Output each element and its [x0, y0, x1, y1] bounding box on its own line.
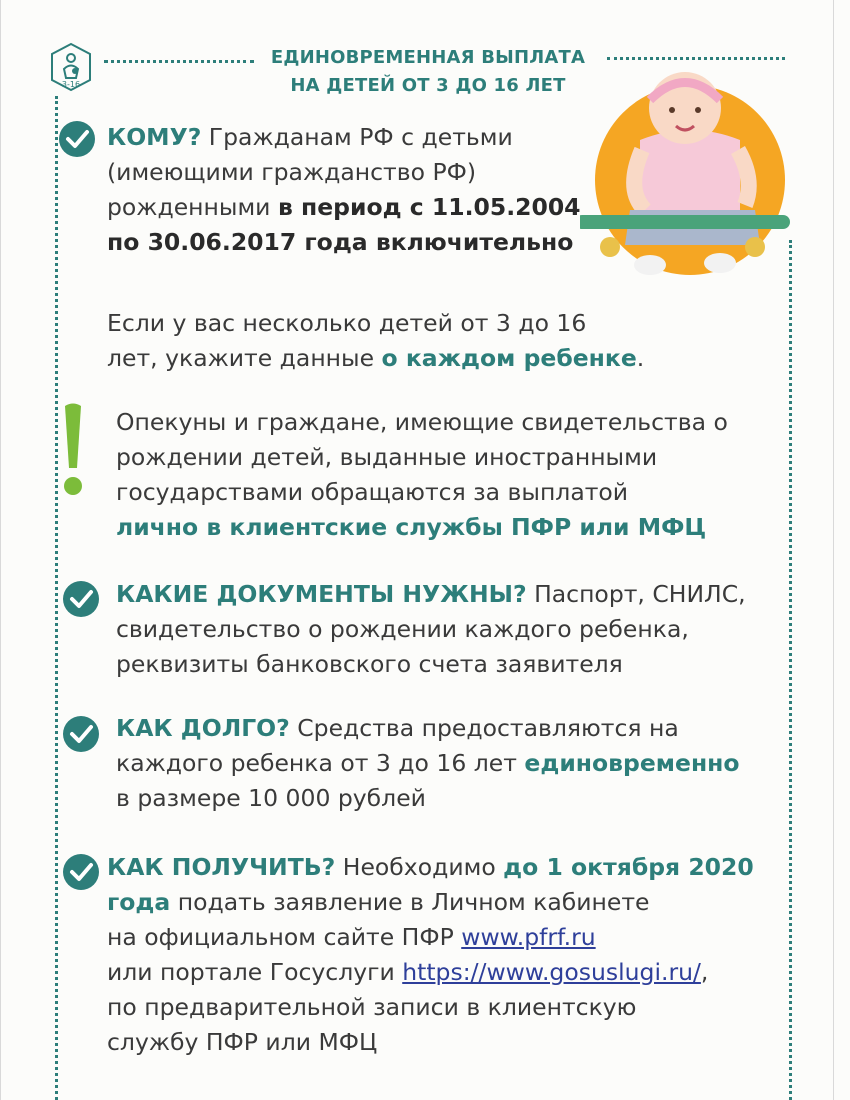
exclamation-icon	[58, 402, 88, 498]
how-deadline: до 1 октября 2020	[503, 853, 754, 881]
child-logo	[49, 42, 93, 94]
title-line-1: ЕДИНОВРЕМЕННАЯ ВЫПЛАТА	[270, 47, 586, 68]
duration-one-time: единовременно	[524, 749, 740, 777]
duration-line3: в размере 10 000 рублей	[116, 784, 426, 812]
check-icon	[62, 580, 100, 618]
who-period-start: в период с 11.05.2004	[277, 193, 581, 221]
baby-on-skateboard-image	[580, 60, 790, 285]
note-line1: Опекуны и граждане, имеющие свидетельства о	[116, 408, 728, 436]
note-line2: рождении детей, выданные иностранными	[116, 443, 658, 471]
how-line5: по предварительной записи в клиентскую	[107, 993, 637, 1021]
how-line2: подать заявление в Личном кабинете	[170, 888, 650, 916]
duration-line1: Средства предоставляются на	[289, 714, 679, 742]
frame-right	[789, 240, 792, 1100]
check-icon	[62, 853, 100, 891]
guardians-note-section	[116, 405, 728, 545]
several-each-child: о каждом ребенке	[381, 344, 637, 372]
pfr-link[interactable]: www.pfrf.ru	[461, 923, 596, 951]
gosuslugi-link[interactable]: https://www.gosuslugi.ru/	[402, 958, 701, 986]
who-label: КОМУ?	[107, 123, 202, 151]
how-line1-text: Необходимо	[335, 853, 504, 881]
frame-top-left	[104, 60, 254, 63]
duration-label: КАК ДОЛГО?	[116, 714, 290, 742]
who-line3-text: рожденными	[107, 193, 278, 221]
who-period-end: по 30.06.2017 года включительно	[107, 228, 574, 256]
page-title	[258, 44, 598, 100]
check-icon	[62, 715, 100, 753]
who-line2: (имеющими гражданство РФ)	[107, 158, 477, 186]
how-label: КАК ПОЛУЧИТЬ?	[107, 853, 336, 881]
how-line4-text: или портале Госуслуги	[107, 958, 403, 986]
frame-left	[55, 96, 58, 1100]
several-children-section	[107, 306, 644, 376]
how-line4-end: ,	[700, 958, 709, 986]
who-section	[107, 120, 581, 260]
child-head-icon	[67, 54, 75, 62]
note-in-person: лично в клиентские службы ПФР или МФЦ	[116, 513, 707, 541]
scan-edge-right	[833, 0, 834, 1100]
who-line1: Гражданам РФ с детьми	[201, 123, 513, 151]
scan-edge-left	[0, 0, 1, 1100]
how-deadline-year: года	[107, 888, 171, 916]
logo-age-label: 3-16	[61, 80, 81, 89]
several-line2-end: .	[636, 344, 645, 372]
how-section	[107, 850, 754, 1060]
duration-line2-text: каждого ребенка от 3 до 16 лет	[116, 749, 525, 777]
how-line3-text: на официальном сайте ПФР	[107, 923, 462, 951]
duration-section	[116, 711, 740, 816]
title-line-2: НА ДЕТЕЙ ОТ 3 ДО 16 ЛЕТ	[290, 75, 566, 96]
several-line1: Если у вас несколько детей от 3 до 16	[107, 309, 587, 337]
several-line2-text: лет, укажите данные	[107, 344, 382, 372]
documents-label: КАКИЕ ДОКУМЕНТЫ НУЖНЫ?	[116, 580, 527, 608]
how-line6: службу ПФР или МФЦ	[107, 1028, 378, 1056]
documents-line3: реквизиты банковского счета заявителя	[116, 650, 623, 678]
documents-line1: Паспорт, СНИЛС,	[526, 580, 746, 608]
note-line3: государствами обращаются за выплатой	[116, 478, 629, 506]
check-icon	[58, 120, 96, 158]
documents-section	[116, 577, 746, 682]
documents-line2: свидетельство о рождении каждого ребенка,	[116, 615, 689, 643]
